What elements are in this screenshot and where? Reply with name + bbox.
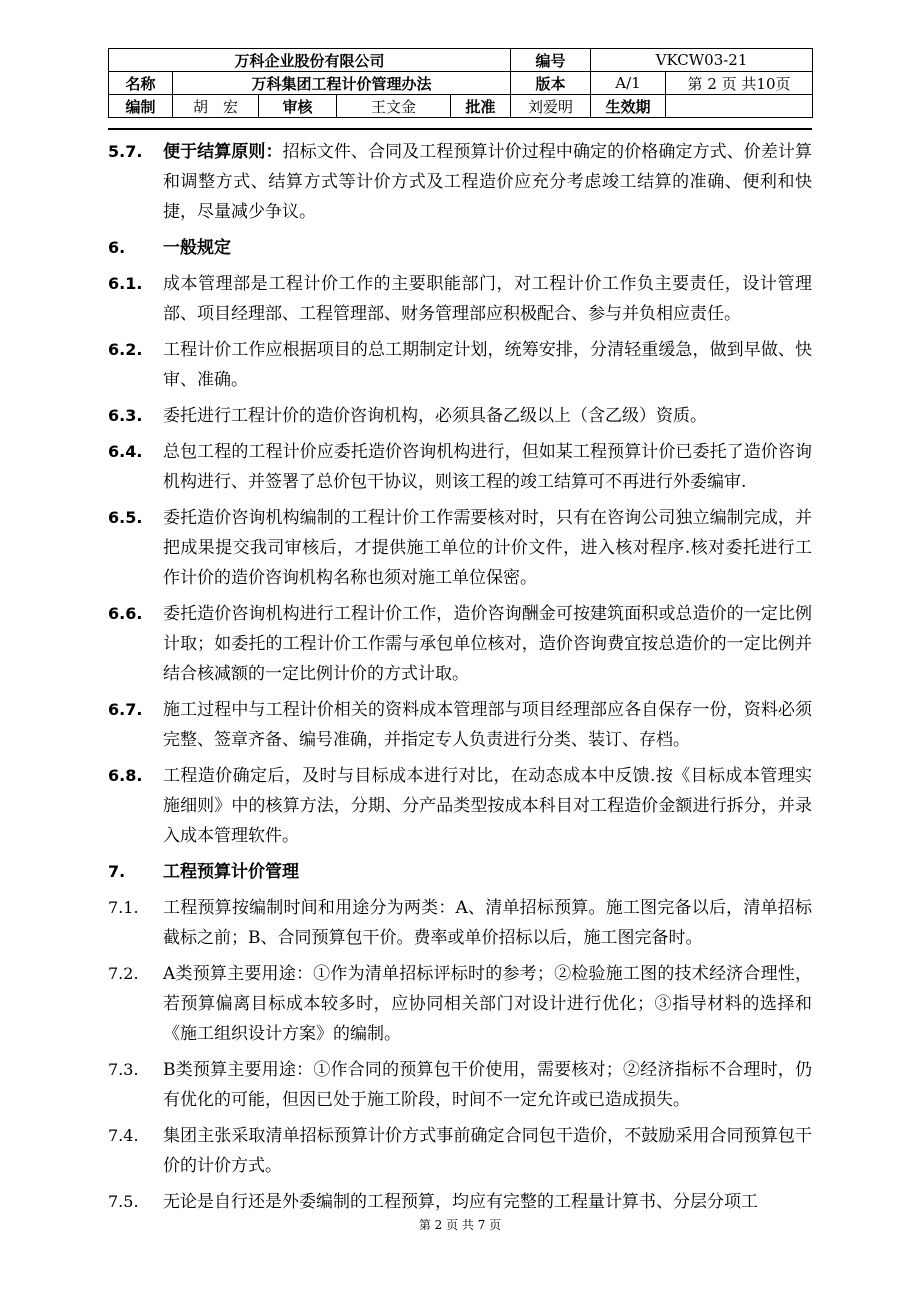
version-value: A/1 xyxy=(591,72,666,95)
clause xyxy=(108,1187,812,1217)
version-label: 版本 xyxy=(511,72,591,95)
clause xyxy=(108,695,812,755)
clause xyxy=(108,437,812,497)
document-header-table xyxy=(108,48,813,118)
effective-label: 生效期 xyxy=(591,95,666,118)
clause-body: 无论是自行还是外委编制的工程预算，均应有完整的工程量计算书、分层分项工 xyxy=(163,1192,758,1212)
clause-body: A类预算主要用途：①作为清单招标评标时的参考；②检验施工图的技术经济合理性，若预算偏离目标成本较多时，应协同相关部门对设计进行优化；③指导材料的选择和《施工组织设计方案》的编制。 xyxy=(163,964,812,1044)
clause-number: 6.1. xyxy=(108,274,143,293)
section-number: 6. xyxy=(108,238,126,257)
approver-label: 批准 xyxy=(451,95,511,118)
section-title: 一般规定 xyxy=(163,238,231,258)
clause xyxy=(108,137,812,227)
clause-body: 工程造价确定后，及时与目标成本进行对比，在动态成本中反馈.按《目标成本管理实施细则》中的核算方法，分期、分产品类型按成本科目对工程造价金额进行拆分，并录入成本管理软件。 xyxy=(163,766,812,846)
clause-body: 工程计价工作应根据项目的总工期制定计划，统筹安排，分清轻重缓急，做到早做、快审、准确。 xyxy=(163,340,812,390)
clause xyxy=(108,269,812,329)
clause xyxy=(108,1055,812,1115)
clause-body: 集团主张采取清单招标预算计价方式事前确定合同包干造价，不鼓励采用合同预算包干价的计价方式。 xyxy=(163,1126,812,1176)
effective-value xyxy=(666,95,813,118)
company-name: 万科企业股份有限公司 xyxy=(109,49,511,72)
clause xyxy=(108,959,812,1049)
clause-body: 委托造价咨询机构进行工程计价工作，造价咨询酬金可按建筑面积或总造价的一定比例计取；如委托的工程计价工作需与承包单位核对，造价咨询费宜按总造价的一定比例并结合核减额的一定比例计价的方式计取。 xyxy=(163,604,812,684)
clause-body: B类预算主要用途：①作合同的预算包干价使用，需要核对；②经济指标不合理时，仍有优化的可能，但因已处于施工阶段，时间不一定允许或已造成损失。 xyxy=(163,1060,812,1110)
clause xyxy=(108,1121,812,1181)
clause-text xyxy=(163,137,812,227)
clause-body: 委托进行工程计价的造价咨询机构，必须具备乙级以上（含乙级）资质。 xyxy=(163,406,707,426)
approver-value: 刘爱明 xyxy=(511,95,591,118)
clause-body: 工程预算按编制时间和用途分为两类：A、清单招标预算。施工图完备以后，清单招标截标之前；B、合同预算包干价。费率或单价招标以后，施工图完备时。 xyxy=(163,898,812,948)
clause-number: 7.2. xyxy=(108,964,139,983)
document-body xyxy=(108,137,812,1217)
clause-body: 施工过程中与工程计价相关的资料成本管理部与项目经理部应各自保存一份，资料必须完整、签章齐备、编号准确，并指定专人负责进行分类、装订、存档。 xyxy=(163,700,812,750)
clause-number: 6.6. xyxy=(108,604,143,623)
clause-title: 便于结算原则： xyxy=(163,142,283,162)
clause-body: 成本管理部是工程计价工作的主要职能部门，对工程计价工作负主要责任，设计管理部、项目经理部、工程管理部、财务管理部应积极配合、参与并负相应责任。 xyxy=(163,274,812,324)
clause-number: 6.7. xyxy=(108,700,143,719)
name-label: 名称 xyxy=(109,72,173,95)
clause-number: 7.1. xyxy=(108,898,139,917)
clause-number: 7.5. xyxy=(108,1192,139,1211)
reviewer-label: 审核 xyxy=(259,95,337,118)
section-title: 工程预算计价管理 xyxy=(163,862,299,882)
clause-number: 6.5. xyxy=(108,508,143,527)
code-value: VKCW03-21 xyxy=(591,49,813,72)
author-label: 编制 xyxy=(109,95,173,118)
code-label: 编号 xyxy=(511,49,591,72)
header-divider xyxy=(108,128,812,130)
clause-number: 6.4. xyxy=(108,442,143,461)
clause-number: 7.4. xyxy=(108,1126,139,1145)
section-heading xyxy=(108,857,812,887)
clause-number: 6.8. xyxy=(108,766,143,785)
page-footer: 第 2 页 共 7 页 xyxy=(418,1218,502,1232)
clause-number: 6.2. xyxy=(108,340,143,359)
clause-body: 招标文件、合同及工程预算计价过程中确定的价格确定方式、价差计算和调整方式、结算方式等计价方式及工程造价应充分考虑竣工结算的准确、便利和快捷，尽量减少争议。 xyxy=(163,142,813,222)
clause-number: 5.7. xyxy=(108,142,143,161)
clause-body: 委托造价咨询机构编制的工程计价工作需要核对时，只有在咨询公司独立编制完成，并把成果提交我司审核后，才提供施工单位的计价文件，进入核对程序.核对委托进行工作计价的造价咨询机构名称也须对施工单位保密。 xyxy=(163,508,812,588)
section-number: 7. xyxy=(108,862,126,881)
clause xyxy=(108,335,812,395)
section-heading xyxy=(108,233,812,263)
clause xyxy=(108,401,812,431)
page-info: 第 2 页 共10页 xyxy=(666,72,813,95)
document-title: 万科集团工程计价管理办法 xyxy=(173,72,511,95)
clause xyxy=(108,761,812,851)
clause xyxy=(108,503,812,593)
clause-body: 总包工程的工程计价应委托造价咨询机构进行，但如某工程预算计价已委托了造价咨询机构进行、并签署了总价包干协议，则该工程的竣工结算可不再进行外委编审. xyxy=(163,442,812,492)
author-value: 胡 宏 xyxy=(173,95,259,118)
clause-number: 6.3. xyxy=(108,406,143,425)
clause xyxy=(108,893,812,953)
clause xyxy=(108,599,812,689)
clause-number: 7.3. xyxy=(108,1060,139,1079)
reviewer-value: 王文金 xyxy=(337,95,451,118)
